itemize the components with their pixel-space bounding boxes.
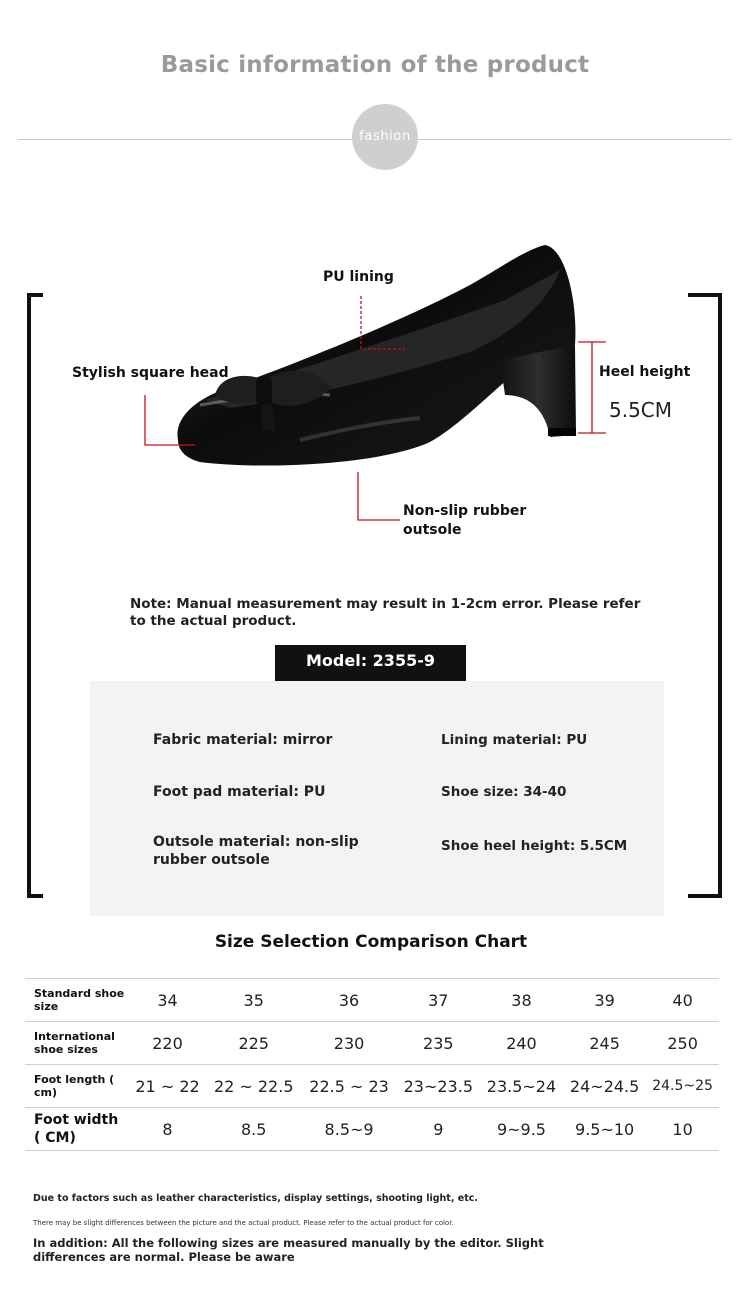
table-cell: 39	[563, 979, 646, 1022]
table-row	[25, 1108, 719, 1151]
table-cell: 8.5	[206, 1108, 301, 1151]
spec-outsole: Outsole material: non-slip rubber outsole	[153, 834, 359, 868]
row-header: Foot width ( CM)	[25, 1108, 129, 1151]
row-header: Standard shoe size	[25, 979, 129, 1022]
page-title: Basic information of the product	[160, 52, 590, 78]
callout-pu-lining: PU lining	[323, 269, 394, 285]
row-header: Foot length ( cm)	[25, 1065, 129, 1108]
table-cell: 22 ~ 22.5	[206, 1065, 301, 1108]
table-cell: 21 ~ 22	[129, 1065, 206, 1108]
table-cell: 250	[646, 1022, 719, 1065]
size-chart-title: Size Selection Comparison Chart	[214, 932, 528, 952]
footer-disclaimer-1: Due to factors such as leather characteristics, display settings, shooting light, etc.	[33, 1193, 478, 1204]
size-chart-table	[25, 978, 719, 1151]
table-cell: 220	[129, 1022, 206, 1065]
table-row	[25, 1022, 719, 1065]
table-cell: 24.5~25	[646, 1065, 719, 1108]
spec-shoe-size: Shoe size: 34-40	[441, 784, 567, 800]
row-header: International shoe sizes	[25, 1022, 129, 1065]
footer-disclaimer-3: In addition: All the following sizes are measured manually by the editor. Slight differences are normal. Please be aware	[33, 1236, 544, 1264]
model-badge: Model: 2355-9	[275, 645, 466, 681]
spec-heel-height: Shoe heel height: 5.5CM	[441, 838, 628, 854]
table-cell: 225	[206, 1022, 301, 1065]
table-cell: 9~9.5	[480, 1108, 563, 1151]
table-cell: 9.5~10	[563, 1108, 646, 1151]
table-cell: 37	[397, 979, 480, 1022]
table-cell: 23.5~24	[480, 1065, 563, 1108]
table-cell: 240	[480, 1022, 563, 1065]
spec-lining: Lining material: PU	[441, 732, 588, 748]
table-cell: 23~23.5	[397, 1065, 480, 1108]
table-cell: 245	[563, 1022, 646, 1065]
footer-disclaimer-2: There may be slight differences between the picture and the actual product. Please refer to the actual product for color.	[33, 1219, 454, 1227]
table-cell: 38	[480, 979, 563, 1022]
heel-height-value: 5.5CM	[609, 398, 673, 422]
table-row	[25, 979, 719, 1022]
fashion-badge: fashion	[352, 104, 418, 170]
table-cell: 22.5 ~ 23	[301, 1065, 396, 1108]
table-cell: 40	[646, 979, 719, 1022]
table-cell: 24~24.5	[563, 1065, 646, 1108]
table-cell: 9	[397, 1108, 480, 1151]
shoe-illustration	[0, 0, 750, 600]
table-cell: 34	[129, 979, 206, 1022]
spec-foot-pad: Foot pad material: PU	[153, 784, 326, 800]
callout-square-head: Stylish square head	[72, 365, 229, 381]
callout-outsole: Non-slip rubber outsole	[403, 503, 527, 538]
table-row	[25, 1065, 719, 1108]
spec-fabric: Fabric material: mirror	[153, 732, 333, 748]
table-cell: 235	[397, 1022, 480, 1065]
table-cell: 36	[301, 979, 396, 1022]
shoe-heel	[500, 345, 576, 437]
table-cell: 8.5~9	[301, 1108, 396, 1151]
table-cell: 35	[206, 979, 301, 1022]
callout-heel-height: Heel height	[599, 364, 691, 380]
table-cell: 8	[129, 1108, 206, 1151]
measurement-note: Note: Manual measurement may result in 1-2cm error. Please refer to the actual product.	[130, 596, 641, 629]
table-cell: 10	[646, 1108, 719, 1151]
table-cell: 230	[301, 1022, 396, 1065]
